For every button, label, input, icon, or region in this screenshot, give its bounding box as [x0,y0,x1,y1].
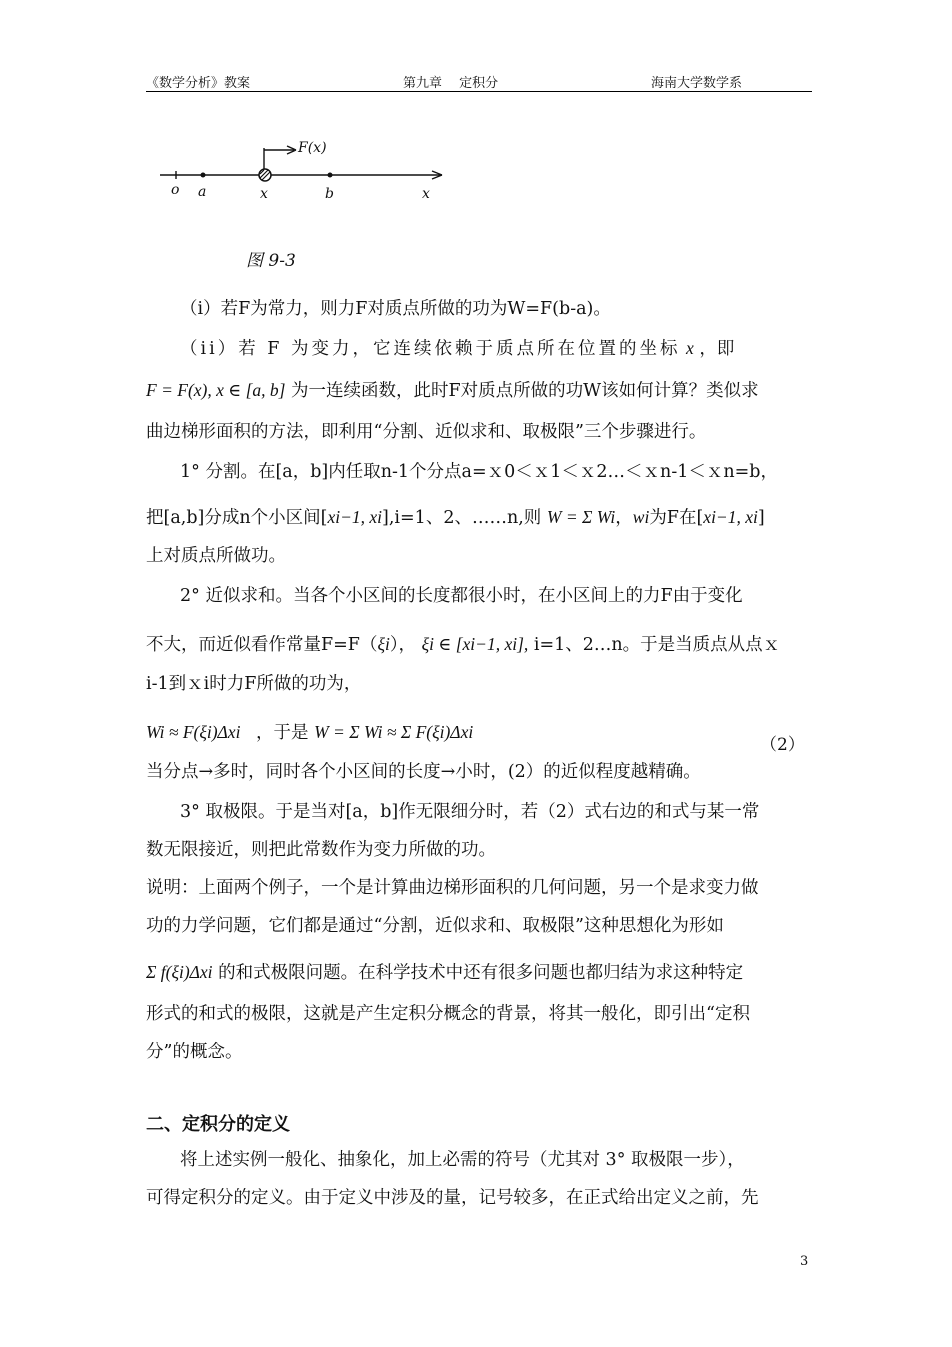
math-xi-in-interval: ξi ∈ [xi−1, xi], [421,634,529,654]
page-number: 3 [800,1254,809,1269]
header-chapter: 第九章 定积分 [403,76,499,91]
math-wi: wi [632,507,650,527]
paragraph-definition-line2: 可得定积分的定义。由于定义中涉及的量，记号较多，在正式给出定义之前，先 [146,1188,759,1208]
paragraph-approx-line3: i-1到ｘi时力F所做的功为， [146,674,362,694]
text-segment: 不大，而近似看作常量F=F（ [146,635,378,655]
text-segment: ，即 [699,339,735,359]
paragraph-remark-line1: 说明：上面两个例子，一个是计算曲边梯形面积的几何问题，另一个是求变力做 [146,878,759,898]
text-segment: ] [757,508,765,528]
paragraph-variable-force-line3: 曲边梯形面积的方法，即利用“分割、近似求和、取极限”三个步骤进行。 [146,422,707,442]
paragraph-variable-force-line1 [180,336,734,361]
figure-caption: 图 9-3 [246,251,296,271]
axis-label-b: b [325,186,334,202]
paragraph-remark-line3 [146,960,743,985]
paragraph-approx-line2 [146,632,780,657]
section-heading: 二、定积分的定义 [146,1114,290,1135]
paragraph-approx-line1: 2° 近似求和。当各个小区间的长度都很小时，在小区间上的力F由于变化 [180,586,743,606]
paragraph-remark-line5: 分”的概念。 [146,1042,243,1062]
header-course-title: 《数学分析》教案 [146,76,251,91]
math-total-work-approx: W = Σ Wi ≈ Σ F(ξi)Δxi [314,722,474,742]
text-segment: ，于是 [256,723,309,743]
axis-label-x-axis: x [422,186,430,202]
math-wi-approx: Wi ≈ F(ξi)Δxi [146,722,241,742]
text-segment: ],i=1、2、……n,则 [382,508,542,528]
text-segment: i=1、2…n。于是当质点从点ｘ [533,635,781,655]
paragraph-precision: 当分点→多时，同时各个小区间的长度→小时，(2）的近似程度越精确。 [146,762,701,782]
math-interval: xi−1, xi [327,507,383,527]
figure-9-3 [146,128,466,278]
paragraph-constant-force: （i）若F为常力，则力F对质点所做的功为W=F(b-a)。 [180,299,611,319]
paragraph-limit-line1: 3° 取极限。于是当对[a，b]作无限细分时，若（2）式右边的和式与某一常 [180,802,760,822]
paragraph-partition-line1: 1° 分割。在[a，b]内任取n-1个分点a=ｘ0＜ｘ1＜ｘ2…＜ｘn-1＜ｘn=b， [180,462,779,482]
paragraph-partition-line3: 上对质点所做功。 [146,546,286,566]
axis-label-a: a [198,184,207,200]
page-header [146,71,812,92]
force-label: F(x) [298,140,327,156]
axis-label-origin: o [171,182,180,198]
math-x: x [686,338,694,358]
paragraph-partition-line2 [146,505,765,530]
paragraph-variable-force-line2 [146,378,759,403]
text-segment: 为F在[ [649,508,704,528]
math-force-function: F = F(x), x ∈ [a, b] [146,380,286,400]
text-segment: 为一连续函数，此时F对质点所做的功W该如何计算？类似求 [291,381,759,401]
paragraph-definition-line1: 将上述实例一般化、抽象化，加上必需的符号（尤其对 3° 取极限一步）， [180,1150,745,1170]
text-segment: 把[a,b]分成n个小区间[ [146,508,328,528]
math-xi: ξi [377,634,390,654]
math-work-sum: W = Σ Wi [546,507,616,527]
text-segment: ， [615,508,633,528]
math-riemann-sum: Σ f(ξi)Δxi [146,962,213,982]
text-segment: 的和式极限问题。在科学技术中还有很多问题也都归结为求这种特定 [218,963,744,983]
header-department: 海南大学数学系 [651,76,743,91]
equation-number: （2） [760,735,805,755]
paragraph-remark-line2: 功的力学问题，它们都是通过“分割，近似求和、取极限”这种思想化为形如 [146,916,724,936]
math-interval-2: xi−1, xi [703,507,758,527]
paragraph-remark-line4: 形式的和式的极限，这就是产生定积分概念的背景，将其一般化，即引出“定积 [146,1004,750,1024]
text-segment: （ii）若 F 为变力，它连续依赖于质点所在位置的坐标 [180,339,681,359]
equation-line-2 [146,720,473,745]
text-segment: ）， [389,635,417,655]
paragraph-limit-line2: 数无限接近，则把此常数作为变力所做的功。 [146,840,496,860]
axis-label-x-point: x [260,186,268,202]
